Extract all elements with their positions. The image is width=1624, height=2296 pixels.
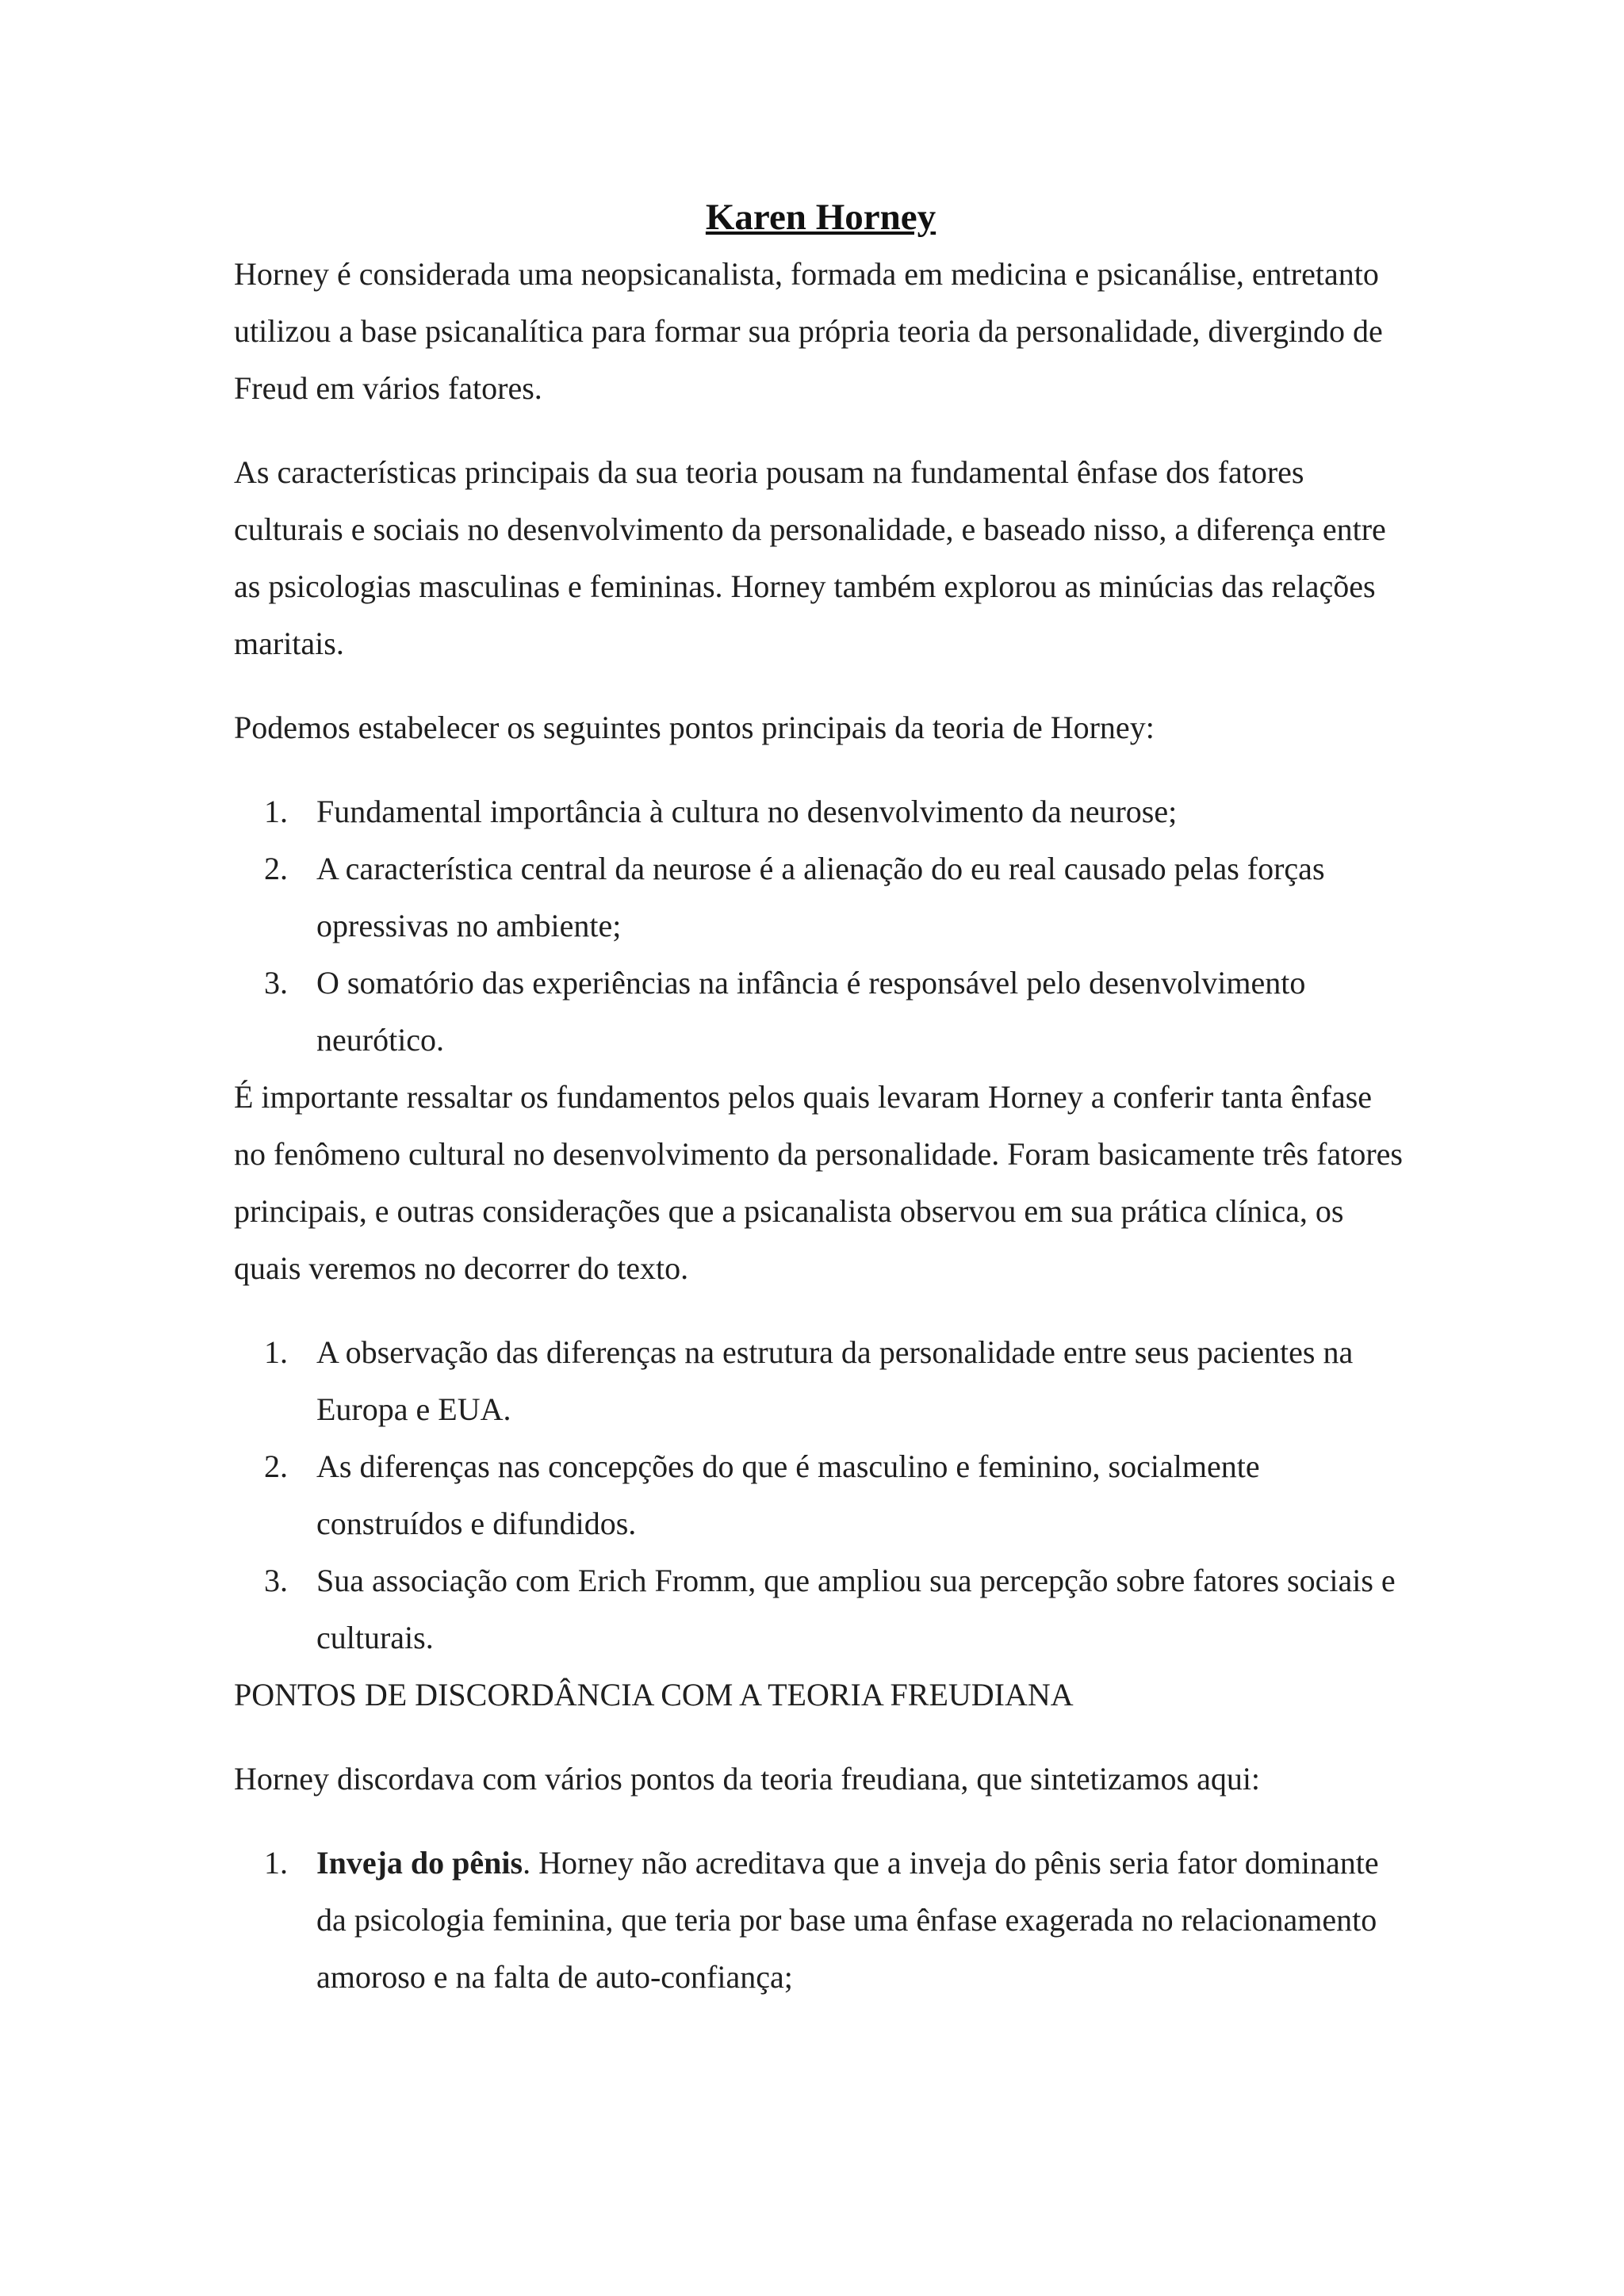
list-item-text: Fundamental importância à cultura no desenvolvimento da neurose; [316,794,1178,829]
list-item [234,1438,1408,1552]
list-item-text: O somatório das experiências na infância é responsável pelo desenvolvimento neurótico. [316,965,1306,1058]
section-heading: PONTOS DE DISCORDÂNCIA COM A TEORIA FREUDIANA [234,1677,1074,1712]
document-body [234,189,1408,2006]
list-item-text: A característica central da neurose é a alienação do eu real causado pelas forças opressivas no ambiente; [316,851,1325,943]
list-item [234,783,1408,840]
list-item-number: 3. [264,1563,288,1598]
disagreement-list [234,1835,1408,2006]
list-item-number: 2. [264,851,288,886]
paragraph-intro: Horney é considerada uma neopsicanalista, formada em medicina e psicanálise, entretanto utilizou a base psicanalítica para formar sua própria teoria da personalidade, divergindo de Freud em vários fatores. [234,256,1383,406]
list-item-bold-term: Inveja do pênis [316,1845,523,1881]
document-title: Karen Horney [705,197,936,238]
list-item [234,1324,1408,1438]
list-item [234,955,1408,1069]
paragraph-disagreement-intro: Horney discordava com vários pontos da teoria freudiana, que sintetizamos aqui: [234,1761,1261,1797]
list-item [234,1835,1408,2006]
main-points-list [234,783,1408,1069]
list-item-number: 1. [264,1845,288,1881]
paragraph-main-points-intro: Podemos estabelecer os seguintes pontos principais da teoria de Horney: [234,710,1155,745]
list-item-number: 2. [264,1448,288,1484]
list-item-text: A observação das diferenças na estrutura da personalidade entre seus pacientes na Europa e EUA. [316,1334,1354,1427]
paragraph-characteristics: As características principais da sua teoria pousam na fundamental ênfase dos fatores culturais e sociais no desenvolvimento da personalidade, e baseado nisso, a diferença entre as psicologias masculinas e femininas. Horney também explorou as minúcias das relações maritais. [234,454,1386,661]
list-item-number: 1. [264,1334,288,1370]
list-item-text: Sua associação com Erich Fromm, que ampliou sua percepção sobre fatores sociais e culturais. [316,1563,1396,1655]
list-item-number: 3. [264,965,288,1001]
paragraph-cultural-emphasis: É importante ressaltar os fundamentos pelos quais levaram Horney a conferir tanta ênfase no fenômeno cultural no desenvolvimento da personalidade. Foram basicamente três fatores principais, e outras considerações que a psicanalista observou em sua prática clínica, os quais veremos no decorrer do texto. [234,1079,1403,1286]
list-item-text: As diferenças nas concepções do que é masculino e feminino, socialmente construídos e difundidos. [316,1448,1260,1541]
list-item [234,1552,1408,1667]
list-item-text: . Horney não acreditava que a inveja do pênis seria fator dominante da psicologia feminina, que teria por base uma ênfase exagerada no relacionamento amoroso e na falta de auto-confiança; [316,1845,1379,1995]
list-item-number: 1. [264,794,288,829]
factors-list [234,1324,1408,1667]
list-item [234,840,1408,955]
